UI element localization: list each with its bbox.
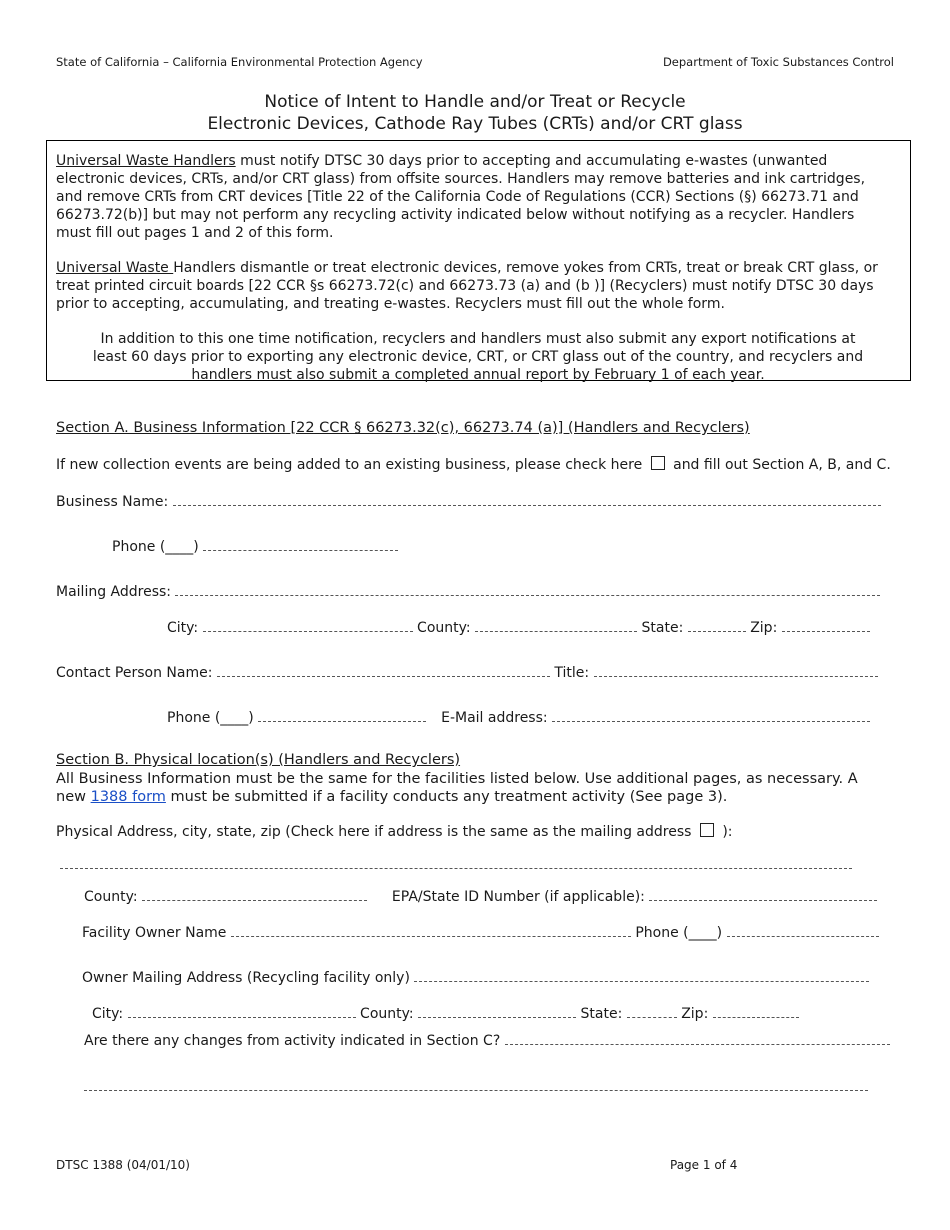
- mailing-address-field[interactable]: [175, 581, 880, 596]
- county-field[interactable]: [475, 617, 637, 632]
- notice-box: [46, 140, 911, 381]
- physical-address-label: Physical Address, city, state, zip (Check here if address is the same as the mailing address: [56, 824, 692, 840]
- changes-field[interactable]: [505, 1030, 890, 1045]
- county-label: County:: [417, 620, 471, 636]
- owner-city-county-row: [92, 1003, 799, 1022]
- contact-title-label: Title:: [554, 665, 590, 681]
- physical-address-field[interactable]: [60, 854, 852, 869]
- notice-body-recyclers: Handlers dismantle or treat electronic devices, remove yokes from CRTs, treat or break CRT glass, or treat printed circuit boards [22 CCR §s 66273.72(c) and 66273.73 (a) and (b )] (Recyclers) must notify DTSC 30 days prior to accepting, accumulating, and treating e-wastes. Recyclers must fill out the whole form.: [56, 260, 878, 312]
- changes-row: [84, 1030, 890, 1049]
- section-b-intro-text1: All Business Information must be the same for the facilities listed below. Use additional pages, as necessary. A new: [56, 771, 858, 805]
- notice-paragraph-recyclers: [56, 259, 894, 313]
- department-header: Department of Toxic Substances Control: [662, 55, 894, 69]
- contact-phone-email-row: [167, 707, 870, 726]
- new-events-label: If new collection events are being added to an existing business, please check here: [56, 457, 643, 473]
- owner-mailing-field[interactable]: [414, 967, 869, 982]
- changes-field-line2[interactable]: [84, 1076, 868, 1091]
- business-phone-label: Phone (____): [112, 539, 199, 555]
- new-events-suffix: and fill out Section A, B, and C.: [673, 457, 891, 473]
- form-title-line2: Electronic Devices, Cathode Ray Tubes (CRTs) and/or CRT glass: [207, 114, 743, 134]
- notice-body-handlers: must notify DTSC 30 days prior to accepting and accumulating e-wastes (unwanted electronic devices, CRTs, and/or CRT glass) from offsite sources. Handlers may remove batteries and ink cartridges, and remove CRTs from CRT devices [Title 22 of the California Code of Regulations (CCR) Sections (§) 66273.71 and 66273.72(b)] but may not perform any recycling activity indicated below without notifying as a recycler. Handlers must fill out pages 1 and 2 of this form.: [56, 153, 866, 241]
- owner-name-field[interactable]: [231, 922, 631, 937]
- owner-state-field[interactable]: [627, 1003, 677, 1018]
- agency-header: State of California – California Environmental Protection Agency: [56, 55, 423, 69]
- form-1388-link[interactable]: 1388 form: [90, 789, 166, 805]
- zip-field[interactable]: [782, 617, 870, 632]
- facility-county-epa-row: [84, 886, 877, 905]
- contact-title-field[interactable]: [594, 662, 878, 677]
- owner-zip-field[interactable]: [713, 1003, 799, 1018]
- new-events-checkbox[interactable]: [651, 456, 665, 470]
- changes-label: Are there any changes from activity indicated in Section C?: [84, 1033, 501, 1049]
- epa-id-label: EPA/State ID Number (if applicable):: [391, 889, 645, 905]
- form-id: DTSC 1388 (04/01/10): [56, 1158, 190, 1172]
- facility-county-field[interactable]: [142, 886, 367, 901]
- notice-paragraph-handlers: [56, 152, 894, 242]
- contact-row: [56, 662, 878, 681]
- physical-address-suffix: ):: [722, 824, 733, 840]
- business-name-field[interactable]: [173, 491, 881, 506]
- mailing-address-row: [56, 581, 880, 600]
- business-phone-row: [112, 536, 398, 555]
- city-field[interactable]: [203, 617, 413, 632]
- business-name-label: Business Name:: [56, 494, 169, 510]
- mailing-address-label: Mailing Address:: [56, 584, 172, 600]
- business-name-row: [56, 491, 881, 510]
- changes-line-row: [84, 1076, 868, 1095]
- same-as-mailing-checkbox[interactable]: [700, 823, 714, 837]
- facility-county-label: County:: [84, 889, 138, 905]
- owner-name-label: Facility Owner Name: [82, 925, 227, 941]
- city-county-row: [167, 617, 870, 636]
- contact-phone-field[interactable]: [258, 707, 426, 722]
- page-number: Page 1 of 4: [670, 1158, 738, 1172]
- business-phone-field[interactable]: [203, 536, 398, 551]
- section-b-intro: [56, 770, 891, 806]
- notice-lead-recyclers: Universal Waste: [56, 260, 174, 276]
- section-b-heading: Section B. Physical location(s) (Handlers and Recyclers): [56, 752, 461, 768]
- contact-name-field[interactable]: [217, 662, 550, 677]
- email-field[interactable]: [552, 707, 870, 722]
- owner-county-label: County:: [360, 1006, 414, 1022]
- city-label: City:: [167, 620, 199, 636]
- owner-name-row: [82, 922, 879, 941]
- owner-city-label: City:: [92, 1006, 124, 1022]
- owner-phone-field[interactable]: [727, 922, 879, 937]
- epa-id-field[interactable]: [649, 886, 877, 901]
- owner-zip-label: Zip:: [681, 1006, 709, 1022]
- new-events-row: [56, 456, 891, 473]
- section-b-intro-text2: must be submitted if a facility conducts any treatment activity (See page 3).: [165, 789, 728, 805]
- owner-mailing-label: Owner Mailing Address (Recycling facility only): [82, 970, 410, 986]
- owner-phone-label: Phone (____): [635, 925, 723, 941]
- notice-lead-handlers: Universal Waste Handlers: [56, 153, 236, 169]
- contact-phone-label: Phone (____): [167, 710, 254, 726]
- contact-name-label: Contact Person Name:: [56, 665, 213, 681]
- form-title-line1: Notice of Intent to Handle and/or Treat or Recycle: [264, 92, 686, 112]
- section-a-heading: Section A. Business Information [22 CCR § 66273.32(c), 66273.74 (a)] (Handlers and Recyclers): [56, 420, 750, 436]
- owner-mailing-row: [82, 967, 869, 986]
- email-label: E-Mail address:: [441, 710, 548, 726]
- state-label: State:: [641, 620, 684, 636]
- owner-state-label: State:: [580, 1006, 623, 1022]
- zip-label: Zip:: [750, 620, 778, 636]
- owner-county-field[interactable]: [418, 1003, 576, 1018]
- notice-paragraph-export: In addition to this one time notification, recyclers and handlers must also submit any export notifications at least 60 days prior to exporting any electronic device, CRT, or CRT glass out of the country, and recyclers and handlers must also submit a completed annual report by February 1 of each year.: [92, 331, 864, 383]
- owner-city-field[interactable]: [128, 1003, 356, 1018]
- physical-address-line-row: [60, 854, 852, 873]
- physical-address-row: [56, 823, 733, 840]
- state-field[interactable]: [688, 617, 746, 632]
